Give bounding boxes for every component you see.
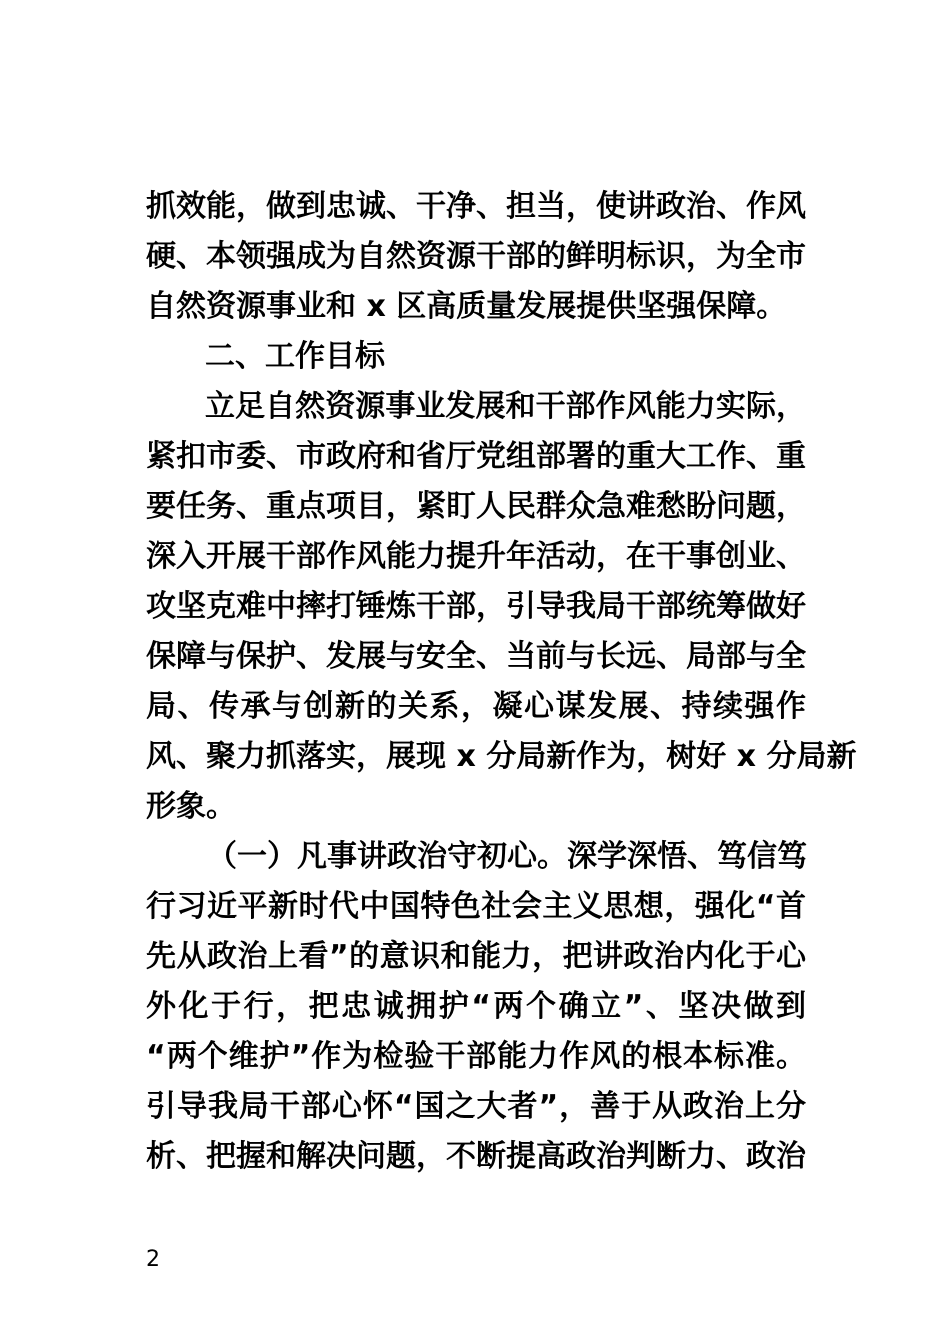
text-line: 外化于行，把忠诚拥护“两个确立”、坚决做到 (146, 989, 806, 1024)
text-line: 紧扣市委、市政府和省厅党组部署的重大工作、重 (146, 439, 806, 474)
text-line: 自然资源事业和 x 区高质量发展提供坚强保障。 (146, 289, 787, 324)
text-line: 风、聚力抓落实，展现 x 分局新作为，树好 x 分局新 (146, 739, 857, 774)
text-line: 局、传承与创新的关系，凝心谋发展、持续强作 (146, 689, 806, 724)
subsection-heading-line: （一）凡事讲政治守初心。深学深悟、笃信笃 (207, 839, 807, 874)
text-line: “两个维护”作为检验干部能力作风的根本标准。 (146, 1039, 806, 1074)
text-line: 深入开展干部作风能力提升年活动，在干事创业、 (146, 539, 806, 574)
text-line: 行习近平新时代中国特色社会主义思想，强化“首 (146, 889, 806, 924)
text-line: 保障与保护、发展与安全、当前与长远、局部与全 (146, 639, 806, 674)
text-line: 析、把握和解决问题，不断提高政治判断力、政治 (146, 1139, 806, 1174)
text-line: 形象。 (146, 789, 236, 824)
text-line: 硬、本领强成为自然资源干部的鲜明标识，为全市 (146, 239, 806, 274)
text-line: 先从政治上看”的意识和能力，把讲政治内化于心 (146, 939, 806, 974)
text-line: 立足自然资源事业发展和干部作风能力实际， (205, 389, 806, 424)
text-line: 攻坚克难中摔打锤炼干部，引导我局干部统筹做好 (146, 589, 806, 624)
page-number: 2 (146, 1247, 160, 1272)
text-line: 要任务、重点项目，紧盯人民群众急难愁盼问题， (146, 489, 806, 524)
text-line: 抓效能，做到忠诚、干净、担当，使讲政治、作风 (146, 189, 806, 224)
section-heading: 二、工作目标 (205, 339, 385, 374)
text-line: 引导我局干部心怀“国之大者”，善于从政治上分 (146, 1089, 806, 1124)
